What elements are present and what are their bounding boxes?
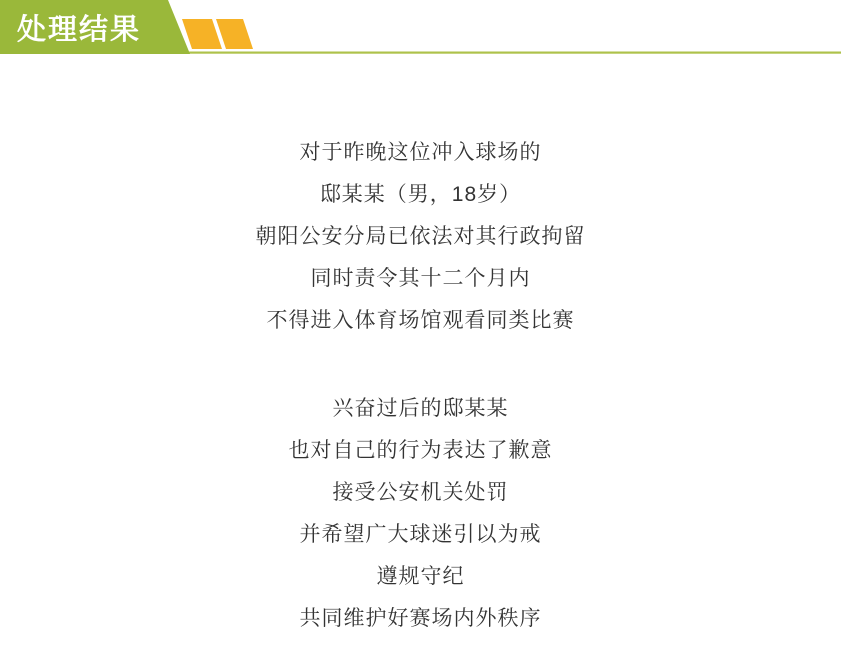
- article-line: 兴奋过后的邸某某: [332, 397, 509, 420]
- paragraph-1: [0, 132, 841, 342]
- article-line: 也对自己的行为表达了歉意: [288, 439, 553, 462]
- paragraph-2: [0, 388, 841, 640]
- article-line: 同时责令其十二个月内: [310, 267, 531, 290]
- article-line: 对于昨晚这位冲入球场的: [299, 141, 542, 164]
- article-line: 接受公安机关处罚: [332, 481, 509, 504]
- banner-parallelogram-2-icon: [216, 19, 253, 49]
- banner-parallelogram-1-icon: [182, 19, 222, 49]
- article-line: 共同维护好赛场内外秩序: [299, 607, 542, 630]
- article-body: [0, 56, 841, 640]
- article-line: 遵规守纪: [376, 565, 465, 588]
- article-line: 朝阳公安分局已依法对其行政拘留: [255, 225, 586, 248]
- article-line: 并希望广大球迷引以为戒: [299, 523, 542, 546]
- article-line: 邸某某（男，18岁）: [319, 183, 522, 206]
- article-line: 不得进入体育场馆观看同类比赛: [266, 309, 575, 332]
- header-banner: [0, 0, 841, 56]
- page-title: 处理结果: [17, 13, 142, 46]
